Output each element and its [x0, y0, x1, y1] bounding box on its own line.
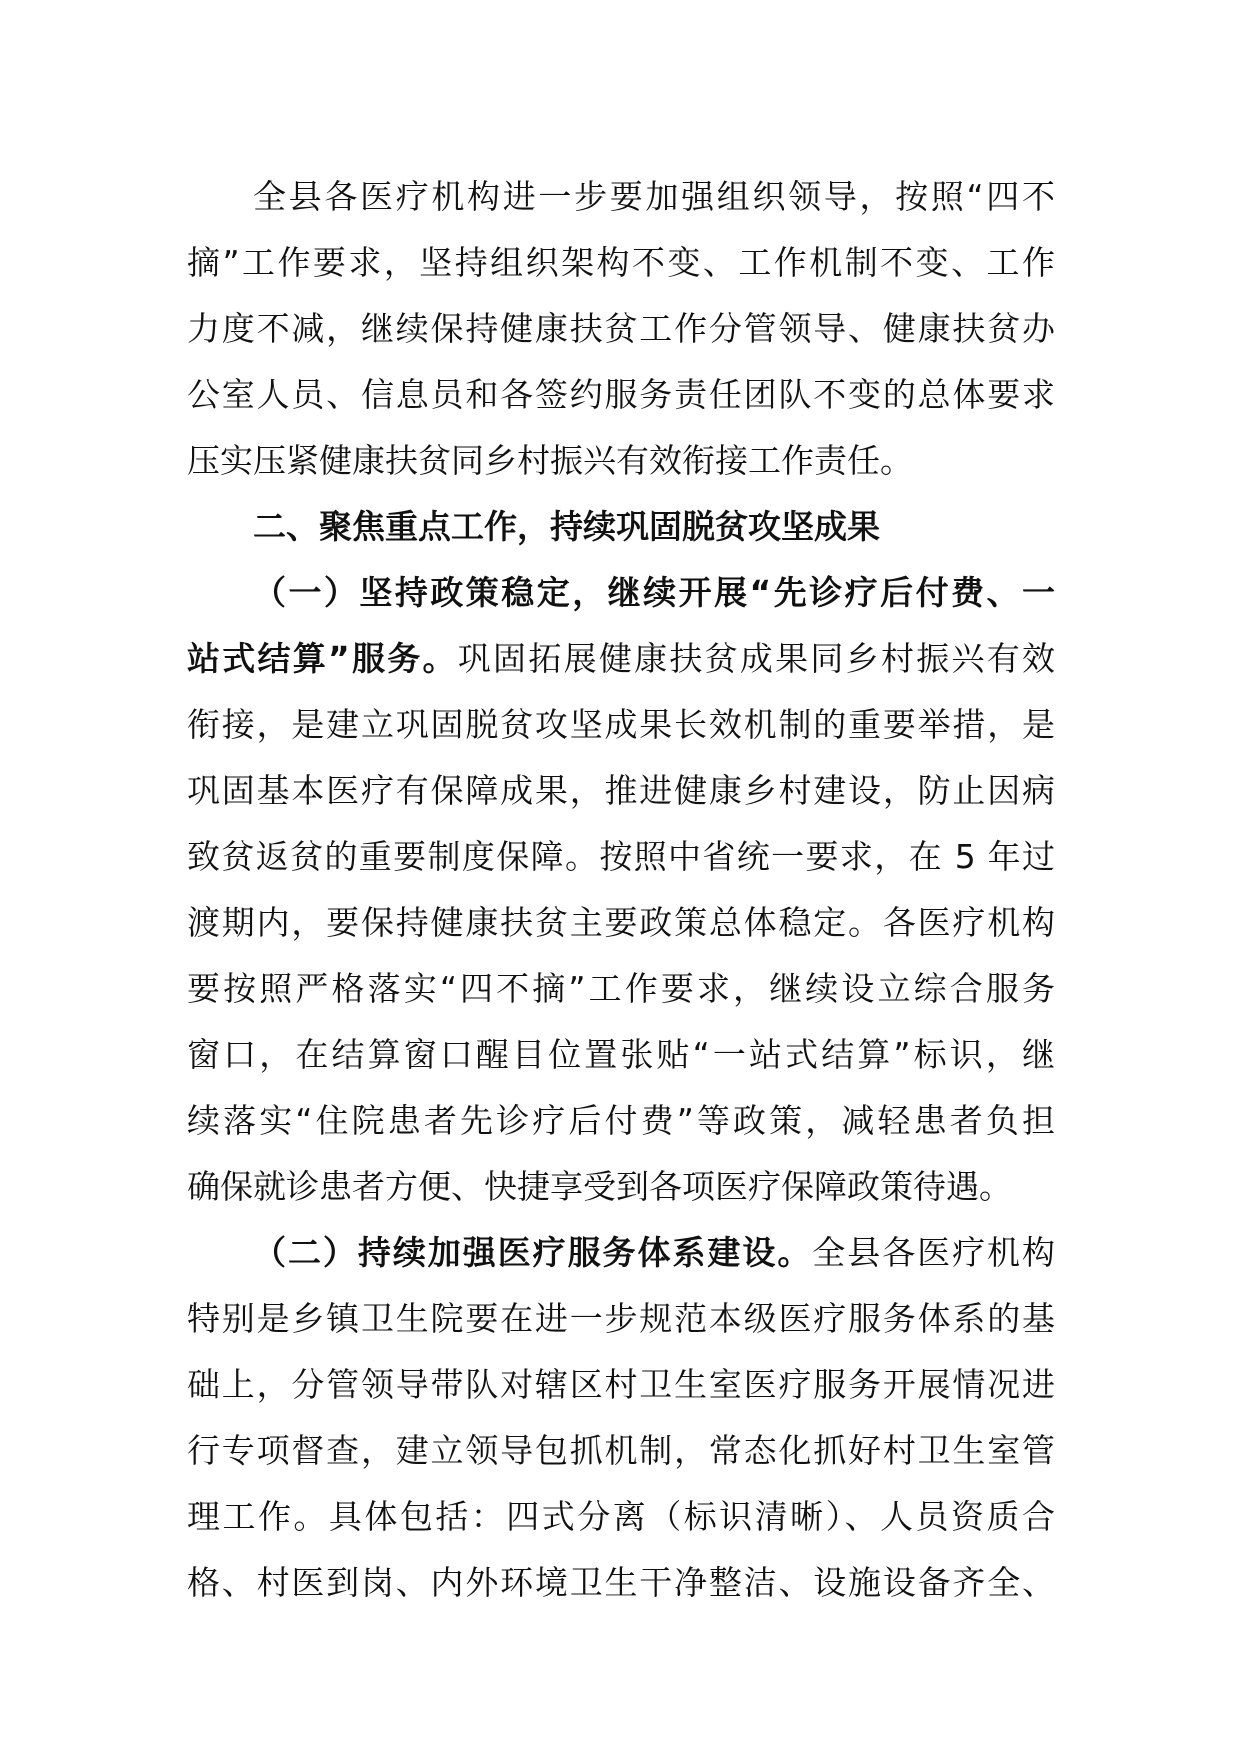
subsection-2-line-1: [253, 1220, 1055, 1286]
subsection-2-line-4: 行专项督查，建立领导包抓机制，常态化抓好村卫生室管: [187, 1431, 1055, 1470]
subsection-2-line-6: 格、村医到岗、内外环境卫生干净整洁、设施设备齐全、: [187, 1563, 1055, 1602]
paragraph-1-line-4: 公室人员、信息员和各签约服务责任团队不变的总体要求: [187, 375, 1055, 414]
subsection-2-heading: （二）持续加强医疗服务体系建设。: [253, 1233, 813, 1272]
paragraph-1-line-2: 摘”工作要求，坚持组织架构不变、工作机制不变、工作: [187, 243, 1055, 282]
subsection-1-heading: （一）坚持政策稳定，继续开展“先诊疗后付费、一: [253, 573, 1055, 612]
subsection-1-line-10: 确保就诊患者方便、快捷享受到各项医疗保障政策待遇。: [187, 1167, 1012, 1206]
subsection-1-line-9: 续落实“住院患者先诊疗后付费”等政策，减轻患者负担: [187, 1101, 1055, 1140]
subsection-2-line-2: 特别是乡镇卫生院要在进一步规范本级医疗服务体系的基: [187, 1299, 1055, 1338]
subsection-1-line-7: 要按照严格落实“四不摘”工作要求，继续设立综合服务: [187, 969, 1055, 1008]
subsection-2-line-3: 础上，分管领导带队对辖区村卫生室医疗服务开展情况进: [187, 1365, 1055, 1404]
subsection-1-line-2-text: 巩固拓展健康扶贫成果同乡村振兴有效: [457, 639, 1055, 678]
subsection-1-line-8: 窗口，在结算窗口醒目位置张贴“一站式结算”标识，继: [187, 1035, 1055, 1074]
subsection-1-line-2: [187, 626, 1055, 692]
paragraph-1-line-5: 压实压紧健康扶贫同乡村振兴有效衔接工作责任。: [187, 441, 913, 480]
subsection-1-heading-end: 站式结算”服务。: [187, 639, 458, 678]
paragraph-1-line-1: 全县各医疗机构进一步要加强组织领导，按照“四不: [253, 177, 1055, 216]
subsection-2-line-5: 理工作。具体包括：四式分离（标识清晰）、人员资质合: [187, 1497, 1055, 1536]
subsection-1-line-3: 衔接，是建立巩固脱贫攻坚成果长效机制的重要举措，是: [187, 705, 1055, 744]
section-heading: 二、聚焦重点工作，持续巩固脱贫攻坚成果: [253, 507, 880, 546]
subsection-2-line-1-text: 全县各医疗机构: [812, 1233, 1055, 1272]
paragraph-1-line-3: 力度不减，继续保持健康扶贫工作分管领导、健康扶贫办: [187, 309, 1055, 348]
subsection-1-line-5: 致贫返贫的重要制度保障。按照中省统一要求，在 5 年过: [187, 837, 1055, 876]
subsection-1-line-6: 渡期内，要保持健康扶贫主要政策总体稳定。各医疗机构: [187, 903, 1055, 942]
subsection-1-line-4: 巩固基本医疗有保障成果，推进健康乡村建设，防止因病: [187, 771, 1055, 810]
